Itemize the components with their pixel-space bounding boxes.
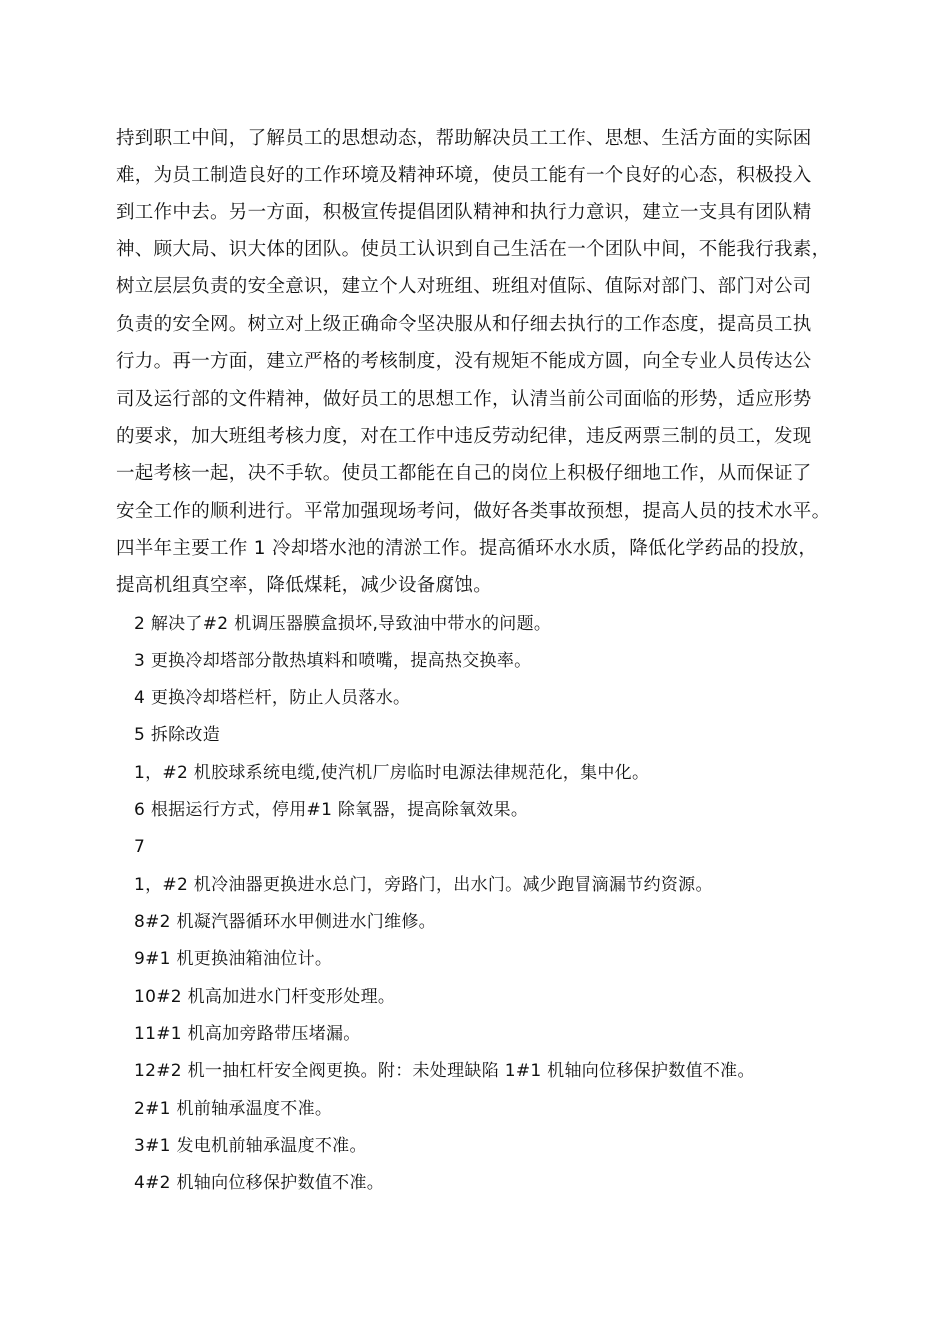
list-item: 1，#2 机胶球系统电缆,使汽机厂房临时电源法律规范化，集中化。 <box>134 763 650 783</box>
list-item: 10#2 机高加进水门杆变形处理。 <box>134 987 396 1007</box>
list-item: 4#2 机轴向位移保护数值不准。 <box>134 1173 385 1193</box>
list-item: 3#1 发电机前轴承温度不准。 <box>134 1136 367 1156</box>
list-item: 9#1 机更换油箱油位计。 <box>134 949 333 969</box>
body-line: 树立层层负责的安全意识，建立个人对班组、班组对值际、值际对部门、部门对公司 <box>116 276 812 297</box>
body-line: 难，为员工制造良好的工作环境及精神环境，使员工能有一个良好的心态，积极投入 <box>116 165 812 186</box>
body-line: 行力。再一方面，建立严格的考核制度，没有规矩不能成方圆，向全专业人员传达公 <box>116 351 812 372</box>
body-line: 的要求，加大班组考核力度，对在工作中违反劳动纪律，违反两票三制的员工，发现 <box>116 426 812 447</box>
body-line: 神、顾大局、识大体的团队。使员工认识到自己生活在一个团队中间，不能我行我素， <box>116 239 831 260</box>
list-item: 8#2 机凝汽器循环水甲侧进水门维修。 <box>134 912 436 932</box>
list-item: 3 更换冷却塔部分散热填料和喷嘴，提高热交换率。 <box>134 651 532 671</box>
body-line: 一起考核一起，决不手软。使员工都能在自己的岗位上积极仔细地工作，从而保证了 <box>116 463 812 484</box>
list-item: 6 根据运行方式，停用#1 除氧器，提高除氧效果。 <box>134 800 529 820</box>
body-line: 到工作中去。另一方面，积极宣传提倡团队精神和执行力意识，建立一支具有团队精 <box>116 202 812 223</box>
body-line: 司及运行部的文件精神，做好员工的思想工作，认清当前公司面临的形势，适应形势 <box>116 389 812 410</box>
list-item: 2 解决了#2 机调压器膜盒损坏,导致油中带水的问题。 <box>134 614 552 634</box>
body-line: 四半年主要工作 1 冷却塔水池的清淤工作。提高循环水水质，降低化学药品的投放， <box>116 538 818 559</box>
body-line: 持到职工中间，了解员工的思想动态，帮助解决员工工作、思想、生活方面的实际困 <box>116 128 812 149</box>
body-line: 负责的安全网。树立对上级正确命令坚决服从和仔细去执行的工作态度，提高员工执 <box>116 314 812 335</box>
body-line: 提高机组真空率，降低煤耗，减少设备腐蚀。 <box>116 575 493 596</box>
list-item: 5 拆除改造 <box>134 725 221 745</box>
body-line: 安全工作的顺利进行。平常加强现场考问，做好各类事故预想，提高人员的技术水平。 <box>116 501 831 522</box>
list-item: 7 <box>134 837 146 857</box>
list-item: 11#1 机高加旁路带压堵漏。 <box>134 1024 361 1044</box>
list-item: 1，#2 机冷油器更换进水总门，旁路门，出水门。减少跑冒滴漏节约资源。 <box>134 875 713 895</box>
list-item: 12#2 机一抽杠杆安全阀更换。附：未处理缺陷 1#1 机轴向位移保护数值不准。 <box>134 1061 755 1081</box>
list-item: 2#1 机前轴承温度不准。 <box>134 1099 333 1119</box>
list-item: 4 更换冷却塔栏杆，防止人员落水。 <box>134 688 411 708</box>
